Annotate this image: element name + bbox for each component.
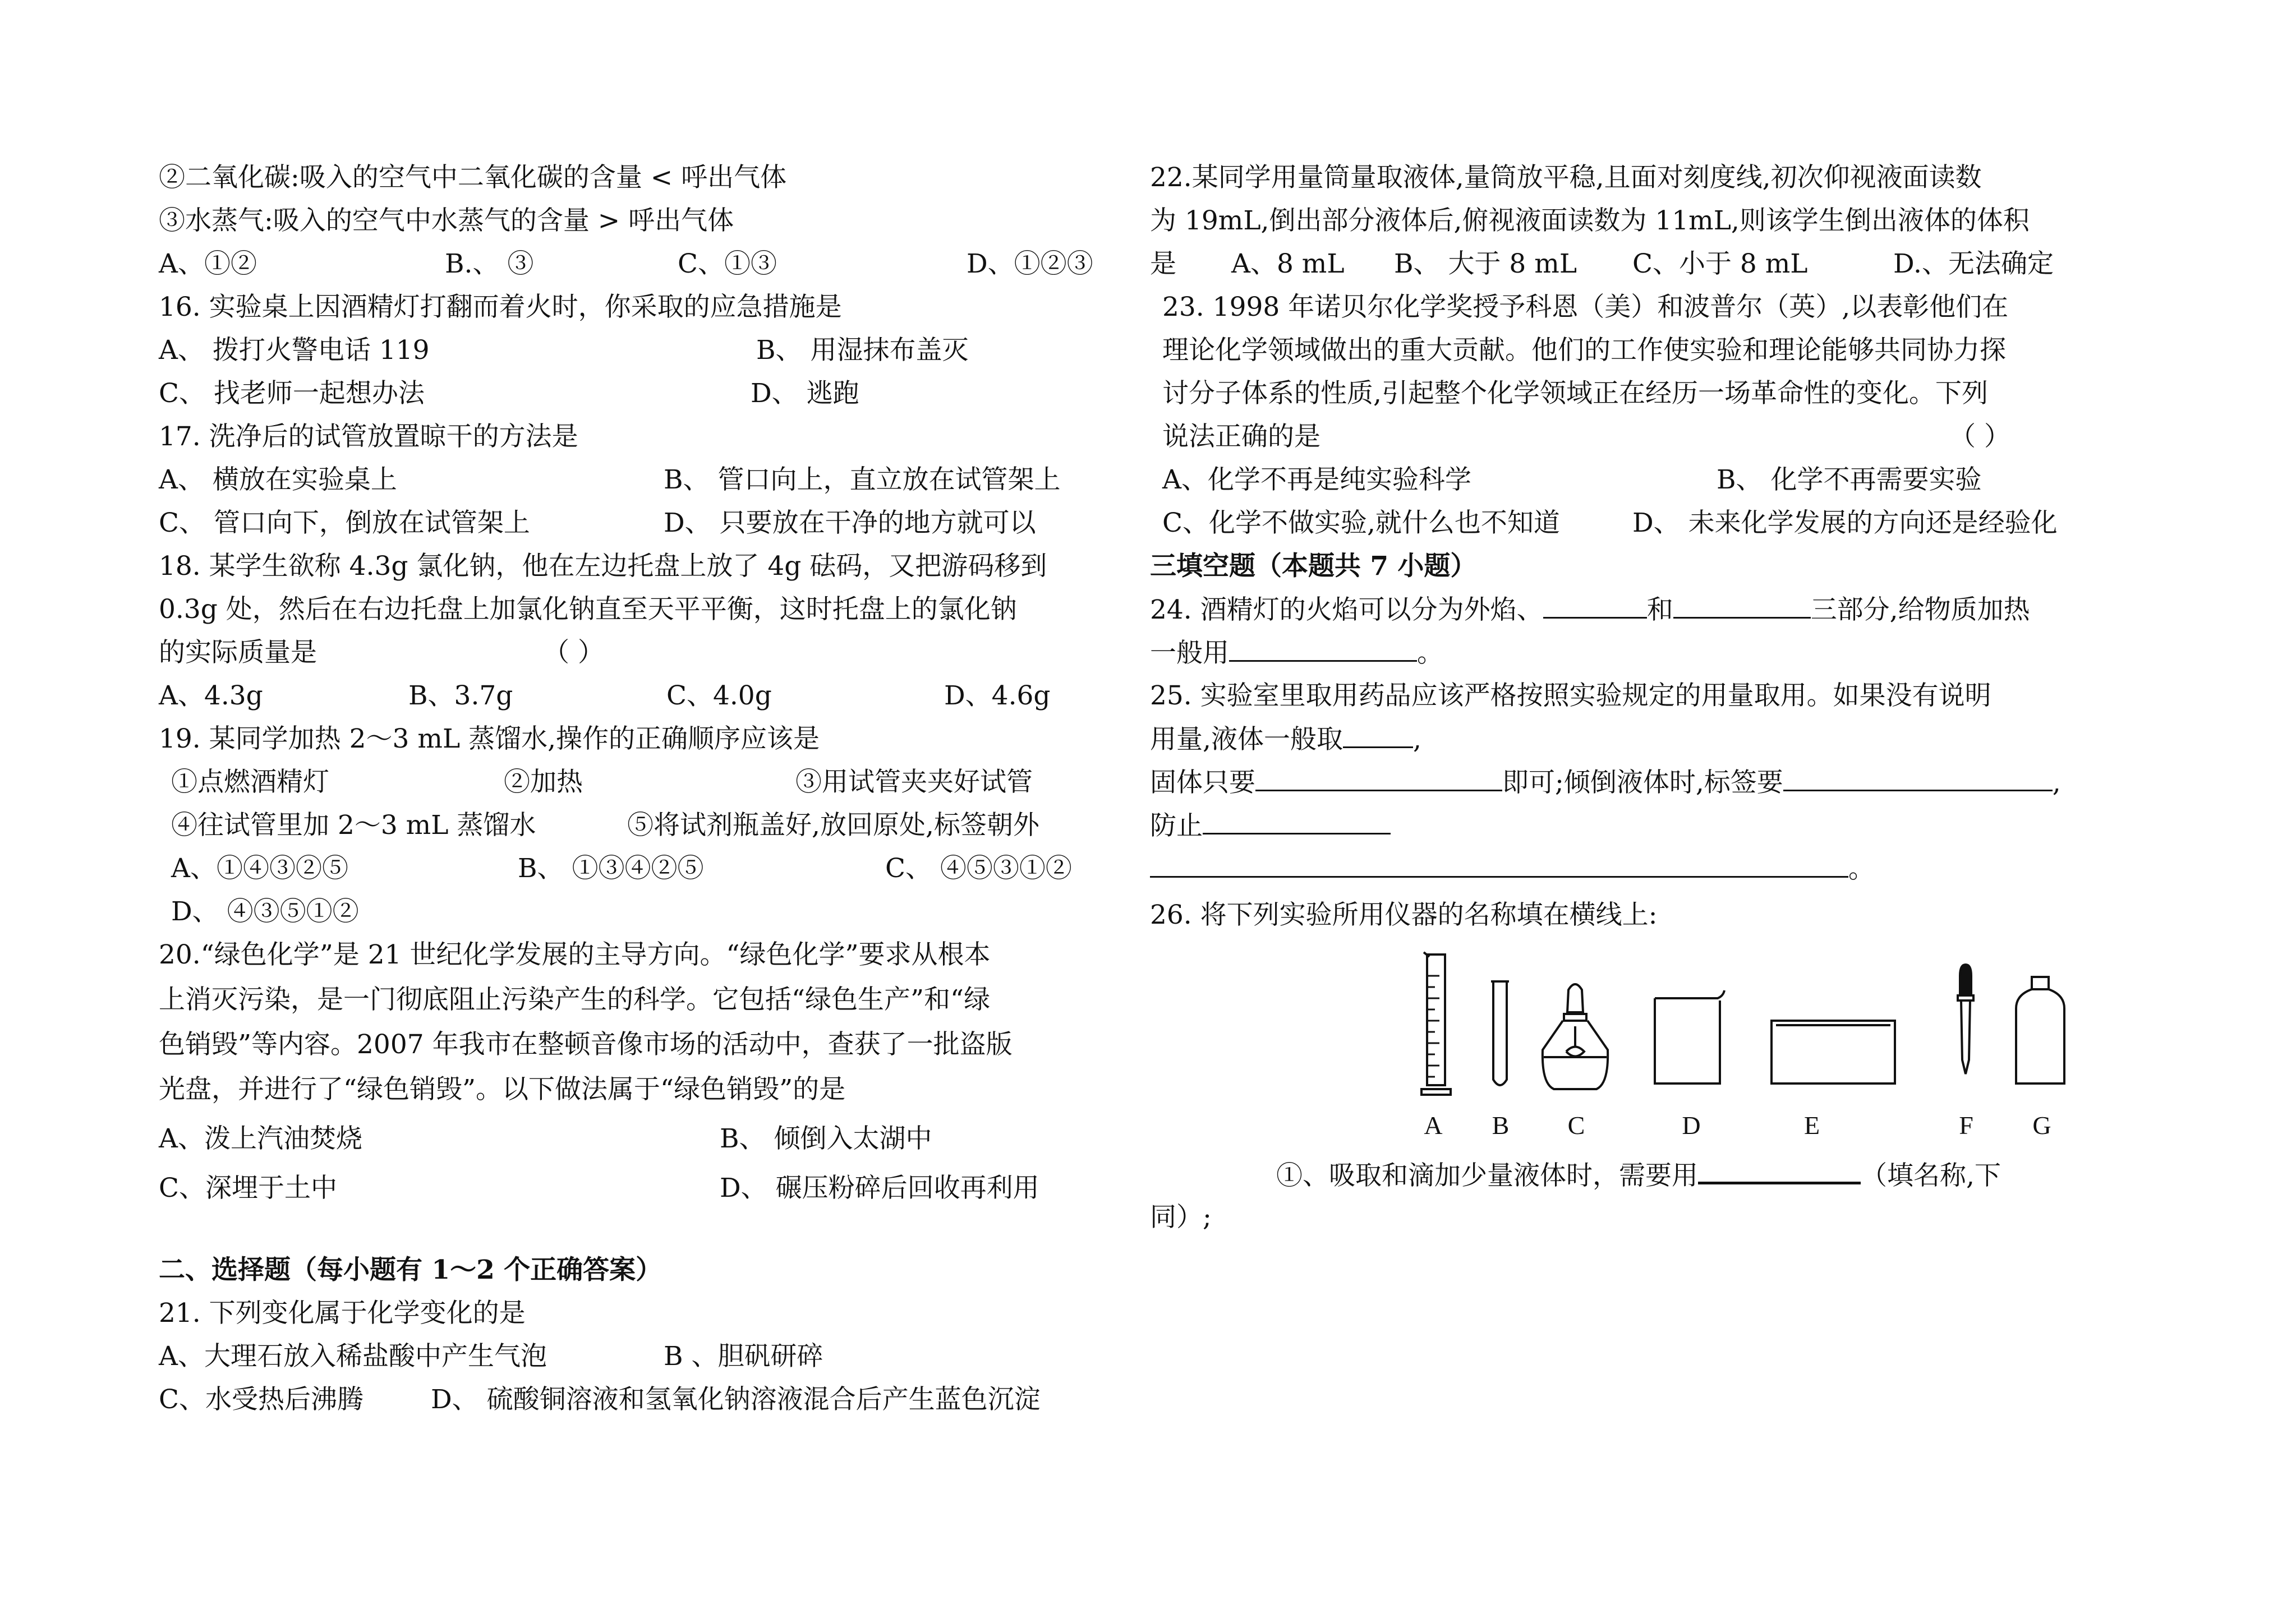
step-5: ⑤将试剂瓶盖好,放回原处,标签朝外 <box>627 810 1039 841</box>
q18-line-1: 18. 某学生欲称 4.3g 氯化钠，他在左边托盘上放了 4g 砝码，又把游码移到 <box>159 551 1047 582</box>
q23-line-3: 讨分子体系的性质,引起整个化学领域正在经历一场革命性的变化。下列 <box>1162 378 1988 409</box>
q26-1-text-b: （填名称,下 <box>1861 1160 2001 1191</box>
section-3-heading: 三填空题（本题共 7 小题） <box>1150 551 1477 582</box>
step-4: ④往试管里加 2～3 mL 蒸馏水 <box>171 810 536 841</box>
q25-blank-1[interactable] <box>1343 717 1413 748</box>
q25-text-a: 用量,液体一般取 <box>1150 724 1343 755</box>
q24-text-a: 24. 酒精灯的火焰可以分为外焰、 <box>1150 594 1543 625</box>
q22-line-1: 22.某同学用量筒量取液体,量筒放平稳,且面对刻度线,初次仰视液面读数 <box>1150 162 1982 193</box>
q21-options-row2 <box>159 1378 1112 1421</box>
q24-text-d: 一般用 <box>1150 638 1229 668</box>
q22-line-2: 为 19mL,倒出部分液体后,俯视液面读数为 11mL,则该学生倒出液体的体积 <box>1150 205 2030 236</box>
label-e: E <box>1803 1111 1820 1140</box>
label-b: B <box>1492 1111 1510 1140</box>
q18-line-2: 0.3g 处，然后在右边托盘上加氯化钠直至天平平衡，这时托盘上的氯化钠 <box>159 594 1017 625</box>
option-b[interactable]: B、 用湿抹布盖灭 <box>756 335 969 366</box>
q20-options-row2 <box>159 1166 1112 1216</box>
option-a[interactable]: A、 拨打火警电话 119 <box>159 335 430 366</box>
option-c[interactable]: C、化学不做实验,就什么也不知道 <box>1162 508 1560 538</box>
option-a[interactable]: A、化学不再是纯实验科学 <box>1162 464 1471 495</box>
q25-blank-3[interactable] <box>1783 760 2053 791</box>
q23-line-1: 23. 1998 年诺贝尔化学奖授予科恩（美）和波普尔（英）,以表彰他们在 <box>1162 292 2009 322</box>
q25-text-f: 防止 <box>1150 810 1203 841</box>
option-c[interactable]: C、 找老师一起想办法 <box>159 378 425 409</box>
q25-blank-4-cont[interactable] <box>1150 847 1848 878</box>
label-c: C <box>1567 1111 1585 1140</box>
q15-options <box>159 242 1112 285</box>
q26-subquestion <box>1150 1152 2126 1239</box>
q25-blank-2[interactable] <box>1255 760 1502 791</box>
option-d[interactable]: D、 ④③⑤①② <box>171 896 359 927</box>
q24-blank-3[interactable] <box>1229 631 1417 662</box>
label-g: G <box>2032 1111 2051 1140</box>
option-b[interactable]: B、 大于 8 mL <box>1394 248 1577 279</box>
test-tube-icon <box>1491 981 1509 1085</box>
q16-stem: 16. 实验桌上因酒精灯打翻而着火时，你采取的应急措施是 <box>159 292 842 322</box>
spacer <box>159 1216 1112 1248</box>
option-d[interactable]: D、 硫酸铜溶液和氢氧化钠溶液混合后产生蓝色沉淀 <box>431 1384 1041 1415</box>
apparatus-figure <box>1397 942 2104 1155</box>
reagent-bottle-icon <box>2016 977 2064 1083</box>
q26-1-line-2: 同）; <box>1150 1202 1212 1233</box>
q19-options-row1 <box>159 847 1112 890</box>
q25-text-e: , <box>2052 767 2061 798</box>
option-d[interactable]: D、4.6g <box>944 680 1051 711</box>
q17-options-row1 <box>159 458 1112 501</box>
q25-line-4 <box>1150 804 2126 847</box>
q25-line-1: 25. 实验室里取用药品应该严格按照实验规定的用量取用。如果没有说明 <box>1150 680 1991 711</box>
q19-stem: 19. 某同学加热 2～3 mL 蒸馏水,操作的正确顺序应该是 <box>159 723 820 754</box>
q20-line-1: 20.“绿色化学”是 21 世纪化学发展的主导方向。“绿色化学”要求从根本 <box>159 939 991 970</box>
q16-options-row1 <box>159 329 1112 372</box>
label-f: F <box>1959 1111 1973 1140</box>
q24-blank-2[interactable] <box>1673 588 1811 619</box>
q18-line-3 <box>159 631 1112 674</box>
graduated-cylinder-icon <box>1421 952 1451 1095</box>
option-a[interactable]: A、 横放在实验桌上 <box>159 464 397 495</box>
right-column <box>1150 156 2126 940</box>
option-a[interactable]: A、泼上汽油焚烧 <box>159 1123 362 1154</box>
label-d: D <box>1682 1111 1701 1140</box>
option-b[interactable]: B、 ①③④②⑤ <box>518 853 704 884</box>
q22-stem-end: 是 <box>1150 248 1176 279</box>
q26-stem: 26. 将下列实验所用仪器的名称填在横线上: <box>1150 900 1658 930</box>
q23-line-4 <box>1150 415 2126 458</box>
q25-blank-4[interactable] <box>1203 804 1391 834</box>
section-2-heading: 二、选择题（每小题有 1～2 个正确答案） <box>159 1255 662 1285</box>
q15-line-2: ②二氧化碳:吸入的空气中二氧化碳的含量 < 呼出气体 <box>159 162 787 193</box>
option-b[interactable]: B.、 ③ <box>445 248 534 279</box>
option-d[interactable]: D.、无法确定 <box>1893 248 2054 279</box>
option-a[interactable]: A、①④③②⑤ <box>171 853 348 884</box>
answer-parentheses[interactable]: （ ） <box>543 637 604 668</box>
q22-options <box>1150 242 2126 285</box>
q18-options <box>159 674 1112 717</box>
q19-steps-row1 <box>159 760 1112 804</box>
q25-line-3 <box>1150 760 2126 804</box>
label-a: A <box>1424 1111 1443 1140</box>
q25-text-b: , <box>1412 724 1421 755</box>
answer-parentheses[interactable]: （ ） <box>1949 421 2010 452</box>
option-b[interactable]: B、 管口向上，直立放在试管架上 <box>664 464 1061 495</box>
option-c[interactable]: C、4.0g <box>666 680 772 711</box>
q24-text-c: 三部分,给物质加热 <box>1810 594 2030 625</box>
q25-line-2 <box>1150 717 2126 760</box>
q24-text-e: 。 <box>1417 638 1443 668</box>
beaker-icon <box>1655 990 1724 1083</box>
q20-line-4: 光盘，并进行了“绿色销毁”。以下做法属于“绿色销毁”的是 <box>159 1074 846 1105</box>
q24-line-2 <box>1150 631 2126 674</box>
q19-steps-row2 <box>159 804 1112 847</box>
option-c[interactable]: C、①③ <box>678 248 777 279</box>
option-b[interactable]: B、 化学不再需要实验 <box>1717 464 1982 495</box>
q20-line-3: 色销毁”等内容。2007 年我市在整顿音像市场的活动中，查获了一批盗版 <box>159 1029 1013 1060</box>
q24-line-1 <box>1150 588 2126 631</box>
option-b[interactable]: B、3.7g <box>408 680 513 711</box>
q19-options-row2 <box>159 890 1112 933</box>
option-a[interactable]: A、4.3g <box>159 680 263 711</box>
q26-blank-1[interactable] <box>1698 1152 1861 1184</box>
option-a[interactable]: A、①② <box>159 248 257 279</box>
q23-stem-end: 说法正确的是 <box>1162 421 1320 452</box>
option-d[interactable]: D、 只要放在干净的地方就可以 <box>664 508 1036 538</box>
step-1: ①点燃酒精灯 <box>171 767 329 797</box>
q21-stem: 21. 下列变化属于化学变化的是 <box>159 1298 526 1329</box>
q17-stem: 17. 洗净后的试管放置晾干的方法是 <box>159 421 578 452</box>
option-d[interactable]: D、 未来化学发展的方向还是经验化 <box>1632 508 2058 538</box>
q21-options-row1 <box>159 1335 1112 1378</box>
q17-options-row2 <box>159 501 1112 545</box>
dropper-icon <box>1958 965 1973 1074</box>
q20-line-2: 上消灭污染，是一门彻底阻止污染产生的科学。它包括“绿色生产”和“绿 <box>159 984 991 1015</box>
option-d[interactable]: D、①②③ <box>967 248 1093 279</box>
trough-icon <box>1772 1021 1895 1083</box>
option-c[interactable]: C、 ④⑤③①② <box>885 853 1072 884</box>
q26-1-text-a: ①、吸取和滴加少量液体时，需要用 <box>1276 1160 1698 1191</box>
q25-text-d: 即可;倾倒液体时,标签要 <box>1502 767 1783 798</box>
apparatus-drawing <box>1397 942 2104 1110</box>
q20-options-row1 <box>159 1117 1112 1166</box>
q18-stem-end: 的实际质量是 <box>159 637 317 668</box>
q25-line-5 <box>1150 847 2126 890</box>
step-3: ③用试管夹夹好试管 <box>795 767 1033 797</box>
option-b[interactable]: B 、胆矾研碎 <box>664 1341 823 1372</box>
option-c[interactable]: C、小于 8 mL <box>1632 248 1808 279</box>
q25-text-c: 固体只要 <box>1150 767 1255 798</box>
q25-text-g: 。 <box>1848 854 1875 884</box>
q23-options-row1 <box>1150 458 2126 501</box>
option-d[interactable]: D、 逃跑 <box>751 378 859 409</box>
option-a[interactable]: A、大理石放入稀盐酸中产生气泡 <box>159 1341 547 1372</box>
q26-1-line-1 <box>1150 1152 2126 1196</box>
option-d[interactable]: D、 碾压粉碎后回收再利用 <box>720 1173 1039 1204</box>
q15-line-3: ③水蒸气:吸入的空气中水蒸气的含量 > 呼出气体 <box>159 205 734 236</box>
q24-text-b: 和 <box>1646 594 1673 625</box>
q23-line-2: 理论化学领域做出的重大贡献。他们的工作使实验和理论能够共同协力探 <box>1162 335 2006 366</box>
q16-options-row2 <box>159 372 1112 415</box>
option-b[interactable]: B、 倾倒入太湖中 <box>720 1123 932 1154</box>
option-c[interactable]: C、 管口向下，倒放在试管架上 <box>159 508 530 538</box>
option-c[interactable]: C、深埋于土中 <box>159 1173 337 1204</box>
option-c[interactable]: C、水受热后沸腾 <box>159 1384 364 1415</box>
q23-options-row2 <box>1150 501 2126 545</box>
alcohol-lamp-icon <box>1543 984 1608 1089</box>
step-2: ②加热 <box>504 767 583 797</box>
left-column <box>159 156 1112 1421</box>
q24-blank-1[interactable] <box>1543 588 1647 619</box>
option-a[interactable]: A、8 mL <box>1231 248 1345 279</box>
